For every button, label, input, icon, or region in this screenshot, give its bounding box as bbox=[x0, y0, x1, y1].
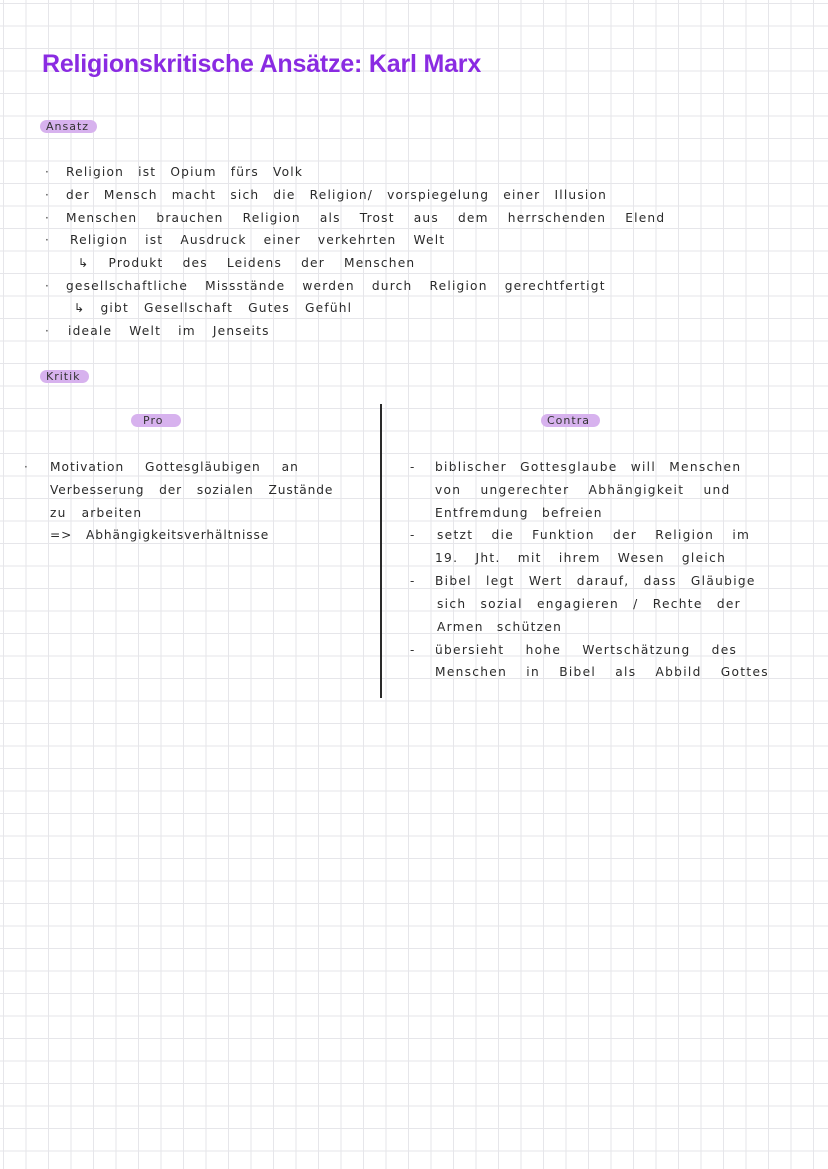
dash-icon: - bbox=[410, 528, 415, 542]
ansatz-line: Religion ist Ausdruck einer verkehrten Welt bbox=[70, 233, 446, 247]
ansatz-line: ↳ gibt Gesellschaft Gutes Gefühl bbox=[74, 301, 353, 315]
pro-header: Pro bbox=[131, 414, 181, 427]
pro-line: Verbesserung der sozialen Zustände bbox=[50, 483, 334, 497]
bullet-icon: · bbox=[24, 460, 28, 474]
ansatz-line: Religion ist Opium fürs Volk bbox=[66, 165, 304, 179]
pro-line: => Abhängigkeitsverhältnisse bbox=[50, 528, 270, 542]
contra-header: Contra bbox=[541, 414, 600, 427]
kritik-label: Kritik bbox=[40, 370, 89, 383]
ansatz-line: ↳ Produkt des Leidens der Menschen bbox=[78, 256, 416, 270]
contra-line: Menschen in Bibel als Abbild Gottes bbox=[435, 665, 769, 679]
ansatz-line: Menschen brauchen Religion als Trost aus dem herrschenden Elend bbox=[66, 211, 666, 225]
bullet-icon: · bbox=[45, 165, 49, 179]
contra-line: biblischer Gottesglaube will Menschen bbox=[435, 460, 742, 474]
page-title: Religionskritische Ansätze: Karl Marx bbox=[42, 50, 482, 78]
pro-line: zu arbeiten bbox=[50, 506, 143, 520]
contra-line: Armen schützen bbox=[437, 620, 563, 634]
bullet-icon: · bbox=[45, 233, 49, 247]
contra-line: von ungerechter Abhängigkeit und bbox=[435, 483, 731, 497]
ansatz-label: Ansatz bbox=[40, 120, 97, 133]
dash-icon: - bbox=[410, 460, 415, 474]
ansatz-line: gesellschaftliche Missstände werden durch Religion gerechtfertigt bbox=[66, 279, 606, 293]
dash-icon: - bbox=[410, 643, 415, 657]
contra-line: sich sozial engagieren / Rechte der bbox=[437, 597, 741, 611]
ansatz-line: der Mensch macht sich die Religion/ vorspiegelung einer Illusion bbox=[66, 188, 608, 202]
contra-line: Bibel legt Wert darauf, dass Gläubige bbox=[435, 574, 756, 588]
bullet-icon: · bbox=[45, 211, 49, 225]
dash-icon: - bbox=[410, 574, 415, 588]
contra-line: Entfremdung befreien bbox=[435, 506, 603, 520]
contra-line: übersieht hohe Wertschätzung des bbox=[435, 643, 738, 657]
contra-line: setzt die Funktion der Religion im bbox=[437, 528, 751, 542]
contra-line: 19. Jht. mit ihrem Wesen gleich bbox=[435, 551, 727, 565]
bullet-icon: · bbox=[45, 279, 49, 293]
column-divider bbox=[380, 404, 382, 698]
bullet-icon: · bbox=[45, 324, 49, 338]
bullet-icon: · bbox=[45, 188, 49, 202]
ansatz-line: ideale Welt im Jenseits bbox=[68, 324, 270, 338]
pro-line: Motivation Gottesgläubigen an bbox=[50, 460, 299, 474]
